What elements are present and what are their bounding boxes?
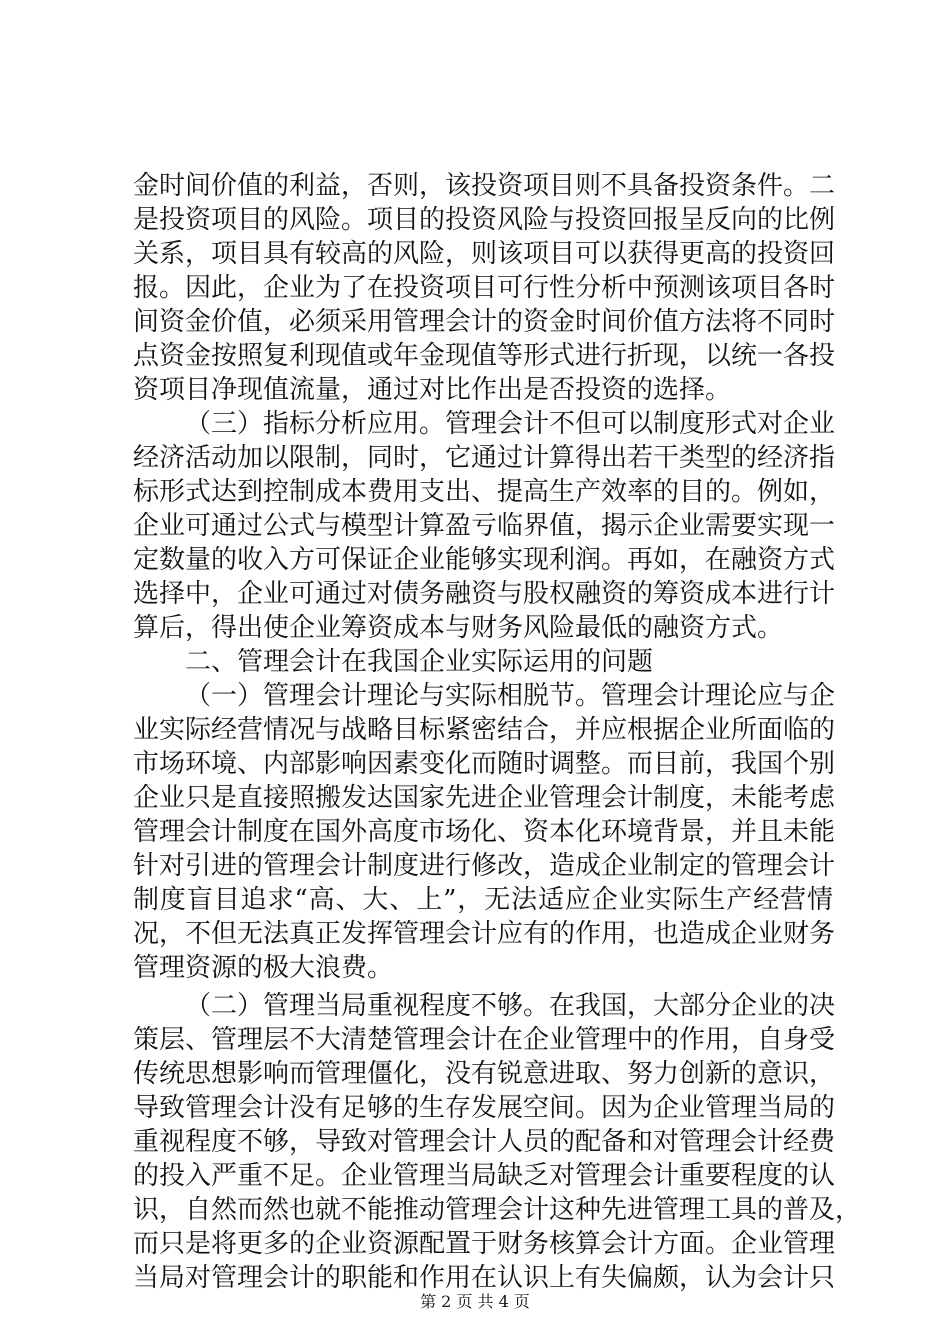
body-text-line: 点资金按照复利现值或年金现值等形式进行折现，以统一各投	[133, 341, 836, 371]
body-text-line: 重视程度不够，导致对管理会计人员的配备和对管理会计经费	[133, 1127, 836, 1157]
body-text-line: 市场环境、内部影响因素变化而随时调整。而目前，我国个别	[133, 749, 836, 779]
body-text-line: 企业只是直接照搬发达国家先进企业管理会计制度，未能考虑	[133, 783, 836, 813]
body-text-line: 业实际经营情况与战略目标紧密结合，并应根据企业所面临的	[133, 715, 836, 745]
body-text-line: 针对引进的管理会计制度进行修改，造成企业制定的管理会计	[133, 851, 836, 881]
body-text-line: 企业可通过公式与模型计算盈亏临界值，揭示企业需要实现一	[133, 511, 836, 541]
section-paragraph-start: （三）指标分析应用。管理会计不但可以制度形式对企业	[185, 409, 836, 439]
section-heading: 二、管理会计在我国企业实际运用的问题	[185, 647, 654, 677]
section-paragraph-start: （一）管理会计理论与实际相脱节。管理会计理论应与企	[185, 681, 836, 711]
body-text-line: 选择中，企业可通过对债务融资与股权融资的筹资成本进行计	[133, 579, 836, 609]
body-text-line: 传统思想影响而管理僵化，没有锐意进取、努力创新的意识，	[133, 1059, 836, 1089]
body-text-line: 况，不但无法真正发挥管理会计应有的作用，也造成企业财务	[133, 919, 836, 949]
body-text-line: 定数量的收入方可保证企业能够实现利润。再如，在融资方式	[133, 545, 836, 575]
page-footer: 第 2 页 共 4 页	[420, 1292, 530, 1311]
body-text-line: 导致管理会计没有足够的生存发展空间。因为企业管理当局的	[133, 1093, 836, 1123]
body-text-line: 策层、管理层不大清楚管理会计在企业管理中的作用，自身受	[133, 1025, 836, 1055]
body-text-line: 间资金价值，必须采用管理会计的资金时间价值方法将不同时	[133, 307, 836, 337]
body-text-line: 资项目净现值流量，通过对比作出是否投资的选择。	[133, 375, 732, 405]
body-text-line: 管理会计制度在国外高度市场化、资本化环境背景，并且未能	[133, 817, 836, 847]
body-text-line: 是投资项目的风险。项目的投资风险与投资回报呈反向的比例	[133, 205, 836, 235]
body-text-line: 当局对管理会计的职能和作用在认识上有失偏颇，认为会计只	[133, 1263, 836, 1293]
body-text-line: 经济活动加以限制，同时，它通过计算得出若干类型的经济指	[133, 443, 836, 473]
body-text-line: 而只是将更多的企业资源配置于财务核算会计方面。企业管理	[133, 1229, 836, 1259]
body-text-line: 管理资源的极大浪费。	[133, 953, 394, 983]
body-text-line: 算后，得出使企业筹资成本与财务风险最低的融资方式。	[133, 613, 784, 643]
section-paragraph-start: （二）管理当局重视程度不够。在我国，大部分企业的决	[185, 991, 836, 1021]
body-text-line: 关系，项目具有较高的风险，则该项目可以获得更高的投资回	[133, 239, 836, 269]
body-text-line: 制度盲目追求“高、大、上”，无法适应企业实际生产经营情	[133, 885, 833, 915]
body-text-line: 金时间价值的利益，否则，该投资项目则不具备投资条件。二	[133, 171, 836, 201]
body-text-line: 报。因此，企业为了在投资项目可行性分析中预测该项目各时	[133, 273, 836, 303]
body-text-line: 识，自然而然也就不能推动管理会计这种先进管理工具的普及，	[133, 1195, 862, 1225]
body-text-line: 标形式达到控制成本费用支出、提高生产效率的目的。例如，	[133, 477, 836, 507]
body-text-line: 的投入严重不足。企业管理当局缺乏对管理会计重要程度的认	[133, 1161, 836, 1191]
